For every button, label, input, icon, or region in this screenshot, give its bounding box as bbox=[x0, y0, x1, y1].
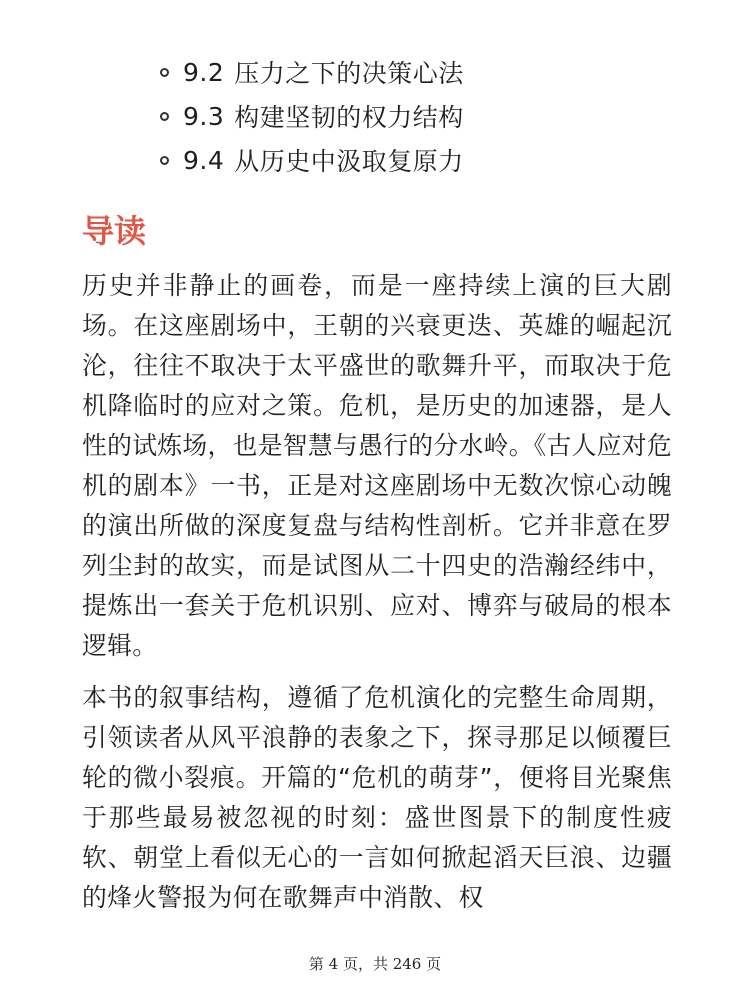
section-heading: 导读 bbox=[82, 212, 147, 250]
section-body bbox=[82, 266, 672, 930]
table-of-contents bbox=[160, 50, 464, 182]
hollow-circle-bullet-icon bbox=[160, 112, 169, 121]
page-number-footer: 第 4 页，共 246 页 bbox=[308, 955, 442, 973]
body-paragraph: 历史并非静止的画卷，而是一座持续上演的巨大剧场。在这座剧场中，王朝的兴衰更迭、英雄的崛起沉沦，往往不取决于太平盛世的歌舞升平，而取决于危机降临时的应对之策。危机，是历史的加速器，是人性的试炼场，也是智慧与愚行的分水岭。《古人应对危机的剧本》一书，正是对这座剧场中无数次惊心动魄的演出所做的深度复盘与结构性剖析。它并非意在罗列尘封的故实，而是试图从二十四史的浩瀚经纬中，提炼出一套关于危机识别、应对、博弈与破局的根本逻辑。 bbox=[82, 271, 672, 660]
toc-item-number: 9.2 bbox=[183, 57, 225, 87]
toc-item bbox=[160, 50, 464, 94]
toc-item bbox=[160, 138, 464, 182]
hollow-circle-bullet-icon bbox=[160, 156, 169, 165]
hollow-circle-bullet-icon bbox=[160, 68, 169, 77]
toc-item-title: 从历史中汲取复原力 bbox=[234, 147, 464, 176]
toc-item-title: 压力之下的决策心法 bbox=[234, 59, 464, 88]
body-paragraph: 本书的叙事结构，遵循了危机演化的完整生命周期，引领读者从风平浪静的表象之下，探寻那足以倾覆巨轮的微小裂痕。开篇的“危机的萌芽”，便将目光聚焦于那些最易被忽视的时刻：盛世图景下的制度性疲软、朝堂上看似无心的一言如何掀起滔天巨浪、边疆的烽火警报为何在歌舞声中消散、权 bbox=[82, 683, 672, 912]
toc-item-number: 9.4 bbox=[183, 145, 225, 175]
toc-item-title: 构建坚韧的权力结构 bbox=[234, 103, 464, 132]
toc-item bbox=[160, 94, 464, 138]
toc-item-number: 9.3 bbox=[183, 101, 225, 131]
